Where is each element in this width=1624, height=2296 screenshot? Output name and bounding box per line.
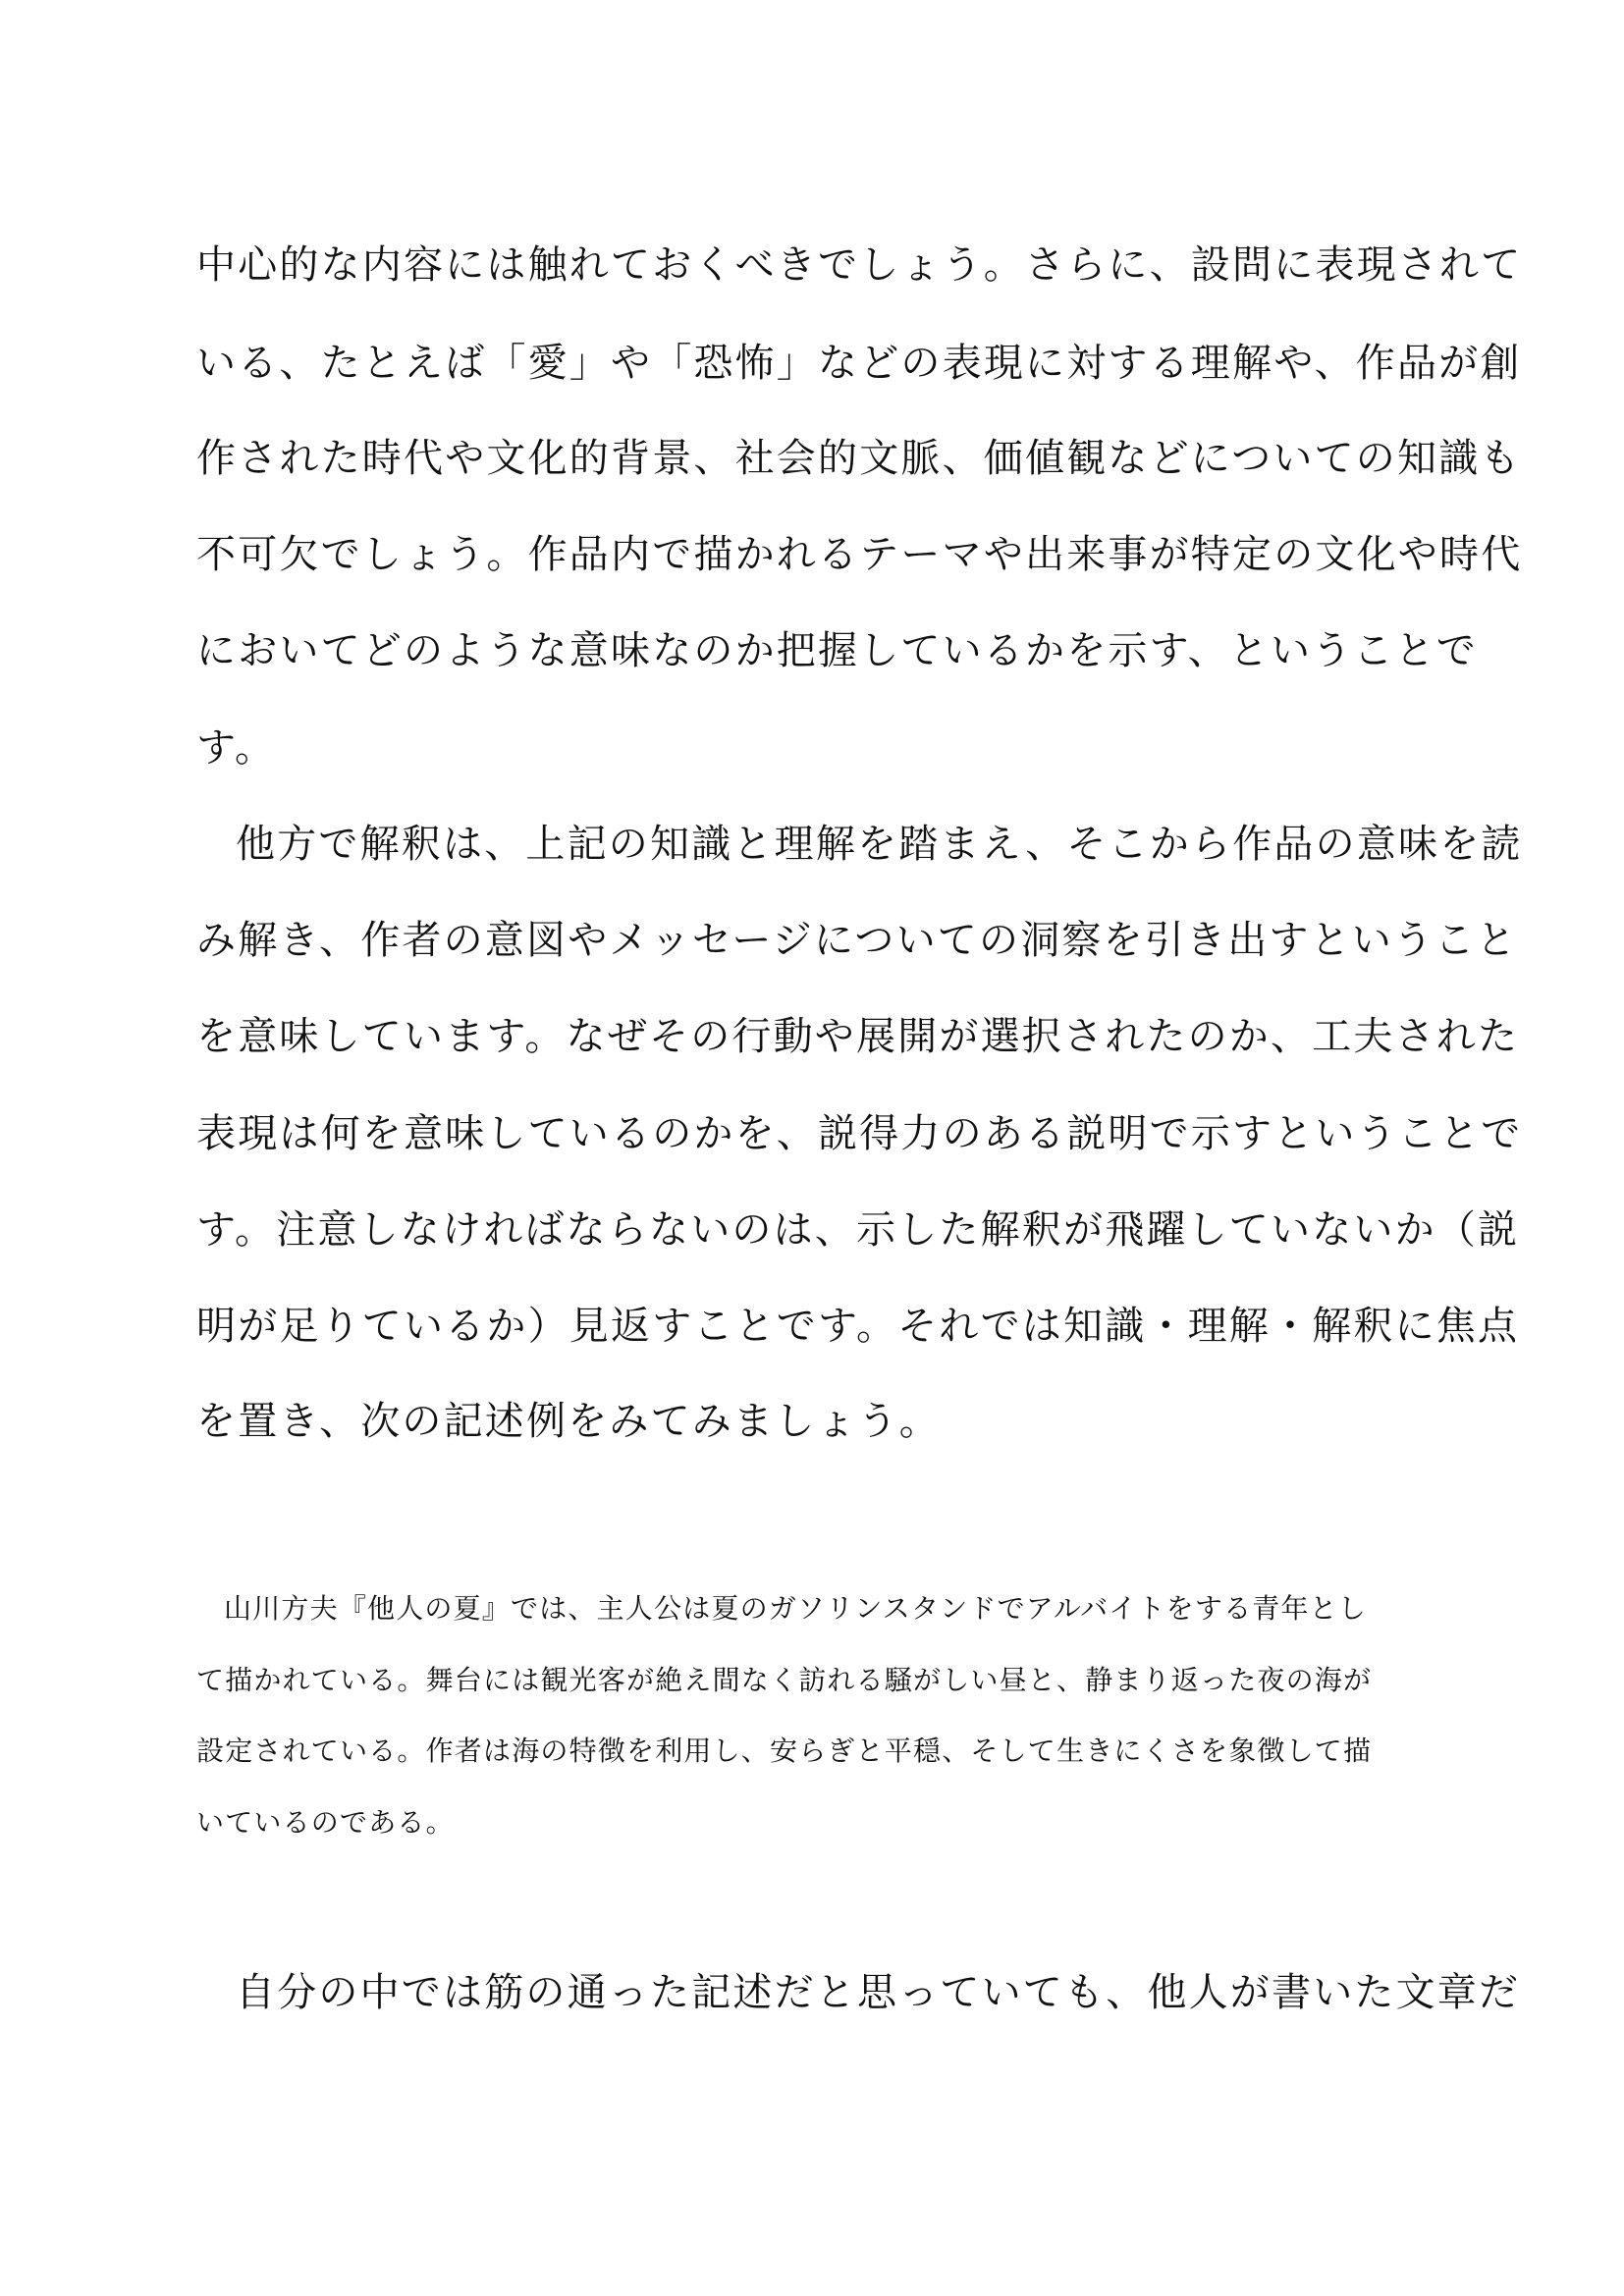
- example-line: 山川方夫『他人の夏』では、主人公は夏のガソリンスタンドでアルバイトをする青年とし: [224, 1592, 1368, 1625]
- text-line: す。注意しなければならないのは、示した解釈が飛躍していないか（説: [196, 1207, 1520, 1253]
- text-line: を置き、次の記述例をみてみましょう。: [196, 1399, 941, 1444]
- text-line: においてどのような意味なのか把握しているかを示す、ということで: [196, 628, 1478, 673]
- text-line: を意味しています。なぜその行動や展開が選択されたのか、工夫された: [196, 1014, 1520, 1059]
- text-line: 不可欠でしょう。作品内で描かれるテーマや出来事が特定の文化や時代: [196, 532, 1523, 577]
- text-line: す。: [196, 725, 277, 771]
- text-line: 他方で解釈は、上記の知識と理解を踏まえ、そこから作品の意味を読: [236, 822, 1523, 867]
- text-line: 作された時代や文化的背景、社会的文脈、価値観などについての知識も: [196, 436, 1522, 481]
- text-line: 明が足りているか）見返すことです。それでは知識・理解・解釈に焦点: [196, 1304, 1520, 1349]
- text-line: いる、たとえば「愛」や「恐怖」などの表現に対する理解や、作品が創: [196, 341, 1522, 386]
- text-line: み解き、作者の意図やメッセージについての洞察を引き出すということ: [196, 918, 1518, 963]
- example-line: て描かれている。舞台には観光客が絶え間なく訪れる騒がしい昼と、静まり返った夜の海が: [196, 1664, 1373, 1696]
- example-line: 設定されている。作者は海の特徴を利用し、安らぎと平穏、そして生きにくさを象徴して描: [196, 1735, 1373, 1767]
- text-line: 自分の中では筋の通った記述だと思っていても、他人が書いた文章だ: [236, 1970, 1521, 2015]
- example-line: いているのである。: [196, 1806, 455, 1839]
- text-line: 中心的な内容には触れておくべきでしょう。さらに、設問に表現されて: [196, 242, 1523, 288]
- text-line: 表現は何を意味しているのかを、説得力のある説明で示すということで: [196, 1111, 1523, 1156]
